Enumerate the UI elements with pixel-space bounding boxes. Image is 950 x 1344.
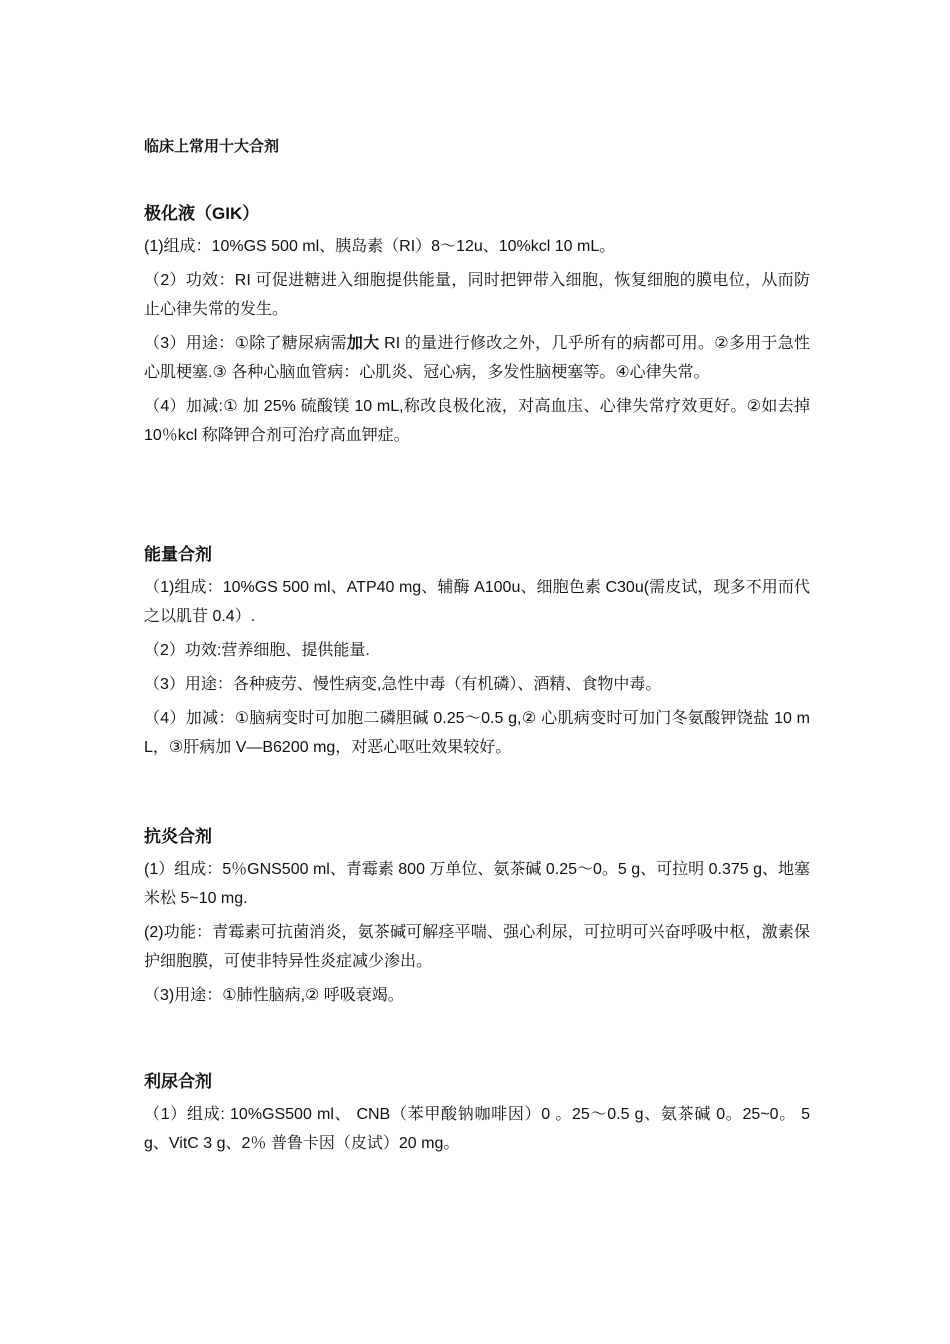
paragraph-effect: （2）功效：RI 可促进糖进入细胞提供能量，同时把钾带入细胞，恢复细胞的膜电位，从而防止心律失常的发生。 [144,272,810,318]
paragraph-composition: (1）组成：5％GNS500 ml、青霉素 800 万单位、氨茶碱 0.25～0。5 g、可拉明 0.375 g、地塞米松 5~10 mg. [144,861,810,907]
section-energy [144,543,810,767]
paragraph-function: (2)功能：青霉素可抗菌消炎，氨茶碱可解痉平喘、强心利尿，可拉明可兴奋呼吸中枢，激素保护细胞膜，可使非特异性炎症减少渗出。 [144,924,810,970]
paragraph-composition: (1)组成：10%GS 500 ml、胰岛素（RI）8～12u、10%kcl 10 mL。 [144,238,616,255]
usage-text-part-1: （3）用途：①除了糖尿病需 [144,335,347,352]
paragraph-effect: （2）功效:营养细胞、提供能量. [144,642,370,659]
section-title: 抗炎合剂 [144,827,212,846]
paragraph-composition: （1)组成：10%GS 500 ml、ATP40 mg、辅酶 A100u、细胞色素 C30u(需皮试，现多不用而代之以肌苷 0.4）. [144,579,810,625]
section-title: 极化液（GIK） [144,204,260,223]
document-title: 临床上常用十大合剂 [144,138,280,155]
section-gik [144,202,810,455]
usage-text-part-2: RI 的量进行修改之外，几乎所有的病都可用。②多用于急性心肌梗塞.③ 各种心脑血管病：心肌炎、冠心病，多发性脑梗塞等。④心律失常。 [144,335,810,381]
paragraph-modification: （4）加减:① 加 25% 硫酸镁 10 mL,称改良极化液，对高血庒、心律失常疗效更好。②如去掉 10％kcl 称降钾合剂可治疗高血钾症。 [144,398,810,444]
section-title: 利尿合剂 [144,1072,212,1091]
paragraph-usage: （3）用途：各种疲劳、慢性病变,急性中毒（有机磷）、酒精、食物中毒。 [144,676,662,693]
section-title: 能量合剂 [144,545,212,564]
paragraph-usage [144,329,810,387]
paragraph-modification: （4）加减：①脑病变时可加胞二磷胆碱 0.25～0.5 g,② 心肌病变时可加门冬氨酸钾饶盐 10 mL，③肝病加 V—B6200 mg，对恶心呕吐效果较好。 [144,710,810,756]
usage-emphasis: 加大 [346,335,380,352]
section-anti-inflammatory [144,825,810,1015]
section-diuretic [144,1070,810,1163]
paragraph-composition: （1）组成: 10%GS500 ml、 CNB（苯甲酸钠咖啡因）0 。25～0.5 g、氨茶碱 0。25~0。 5 g、VitC 3 g、2％ 普鲁卡因（皮试）20 mg。 [144,1106,810,1152]
paragraph-usage: （3)用途：①肺性脑病,② 呼吸衰竭。 [144,987,404,1004]
